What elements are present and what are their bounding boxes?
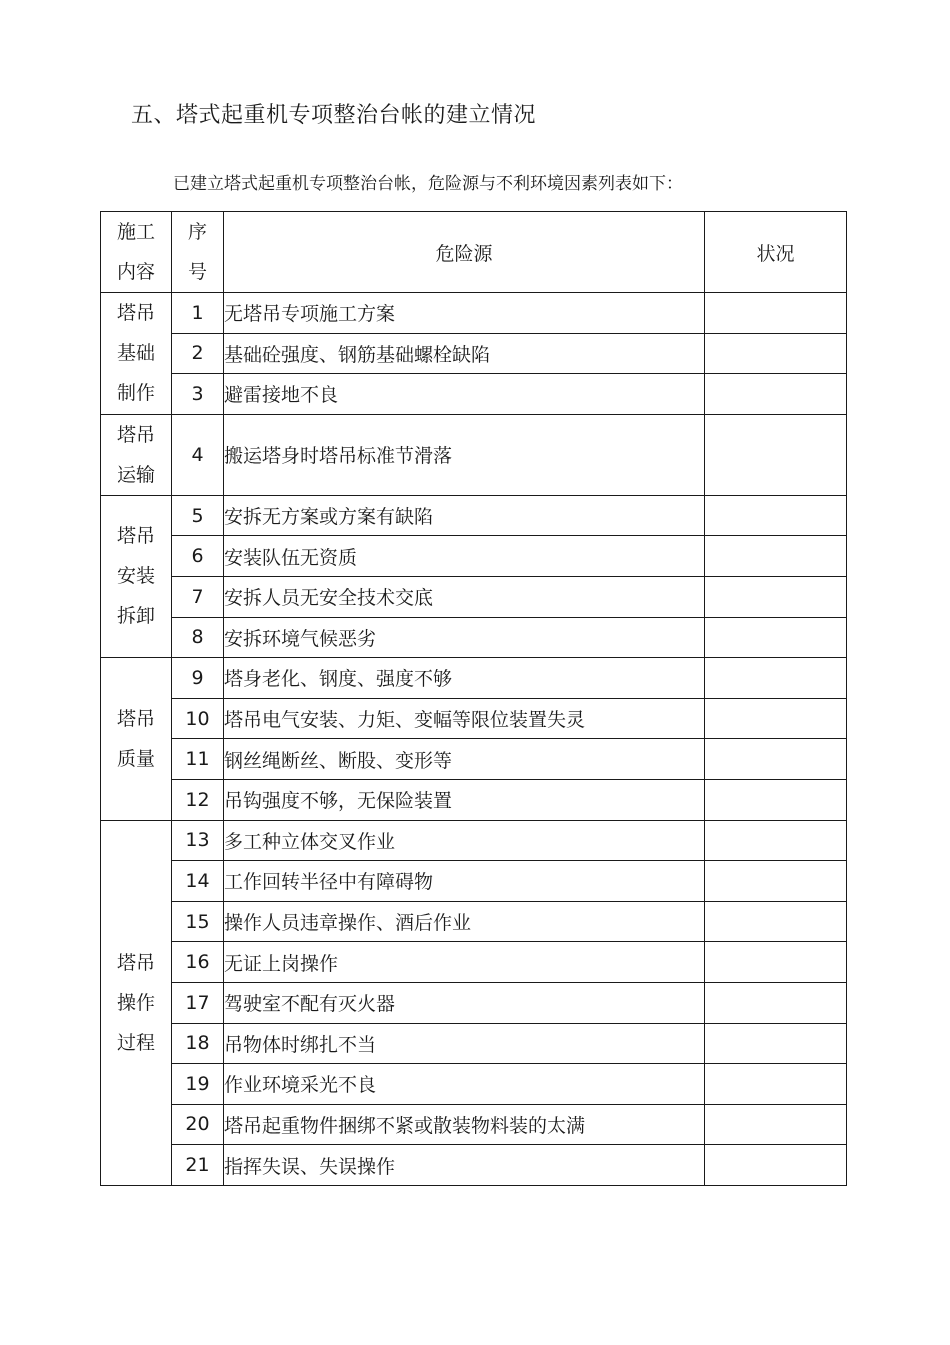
status-cell: [705, 698, 847, 739]
table-body: [101, 293, 847, 1186]
table-row: [101, 1145, 847, 1186]
row-number: 2: [172, 333, 224, 374]
hazard-cell: 吊钩强度不够，无保险装置: [224, 779, 705, 820]
header-hazard: 危险源: [224, 212, 705, 293]
hazard-cell: 作业环境采光不良: [224, 1064, 705, 1105]
header-work-content: [101, 212, 172, 293]
status-cell: [705, 739, 847, 780]
status-cell: [705, 333, 847, 374]
row-number: 11: [172, 739, 224, 780]
table-row: [101, 901, 847, 942]
status-cell: [705, 861, 847, 902]
table-row: [101, 1064, 847, 1105]
hazard-cell: 塔吊起重物件捆绑不紧或散装物料装的太满: [224, 1104, 705, 1145]
status-cell: [705, 982, 847, 1023]
row-number: 12: [172, 779, 224, 820]
row-number: 4: [172, 414, 224, 495]
table-row: [101, 617, 847, 658]
hazard-cell: 塔身老化、钢度、强度不够: [224, 658, 705, 699]
row-number: 8: [172, 617, 224, 658]
hazard-cell: 避雷接地不良: [224, 374, 705, 415]
work-content-cell: [101, 293, 172, 415]
hazard-cell: 安拆无方案或方案有缺陷: [224, 495, 705, 536]
table-row: [101, 1104, 847, 1145]
work-content-line: 塔吊: [116, 302, 155, 325]
header-number-line: 号: [187, 261, 207, 283]
hazard-cell: 多工种立体交叉作业: [224, 820, 705, 861]
hazard-cell: 搬运塔身时塔吊标准节滑落: [224, 414, 705, 495]
hazard-cell: 安拆人员无安全技术交底: [224, 576, 705, 617]
status-cell: [705, 536, 847, 577]
hazard-cell: 钢丝绳断丝、断股、变形等: [224, 739, 705, 780]
work-content-cell: [101, 820, 172, 1185]
work-content-line: 操作: [116, 991, 155, 1014]
table-row: [101, 942, 847, 983]
row-number: 18: [172, 1023, 224, 1064]
table-row: [101, 1023, 847, 1064]
row-number: 1: [172, 293, 224, 334]
row-number: 5: [172, 495, 224, 536]
row-number: 13: [172, 820, 224, 861]
row-number: 21: [172, 1145, 224, 1186]
hazard-cell: 指挥失误、失误操作: [224, 1145, 705, 1186]
table-row: [101, 536, 847, 577]
work-content-line: 过程: [116, 1031, 155, 1054]
table-row: [101, 982, 847, 1023]
header-number-line: 序: [187, 221, 207, 243]
work-content-line: 拆卸: [116, 605, 155, 628]
table-row: [101, 414, 847, 495]
status-cell: [705, 1145, 847, 1186]
status-cell: [705, 1023, 847, 1064]
row-number: 19: [172, 1064, 224, 1105]
work-content-line: 塔吊: [116, 423, 155, 446]
work-content-cell: [101, 495, 172, 657]
work-content-line: 基础: [116, 342, 155, 365]
status-cell: [705, 658, 847, 699]
hazard-cell: 吊物体时绑扎不当: [224, 1023, 705, 1064]
hazard-cell: 基础砼强度、钢筋基础螺栓缺陷: [224, 333, 705, 374]
work-content-line: 塔吊: [116, 525, 155, 548]
table-row: [101, 576, 847, 617]
status-cell: [705, 1104, 847, 1145]
table-row: [101, 333, 847, 374]
table-row: [101, 820, 847, 861]
status-cell: [705, 779, 847, 820]
row-number: 20: [172, 1104, 224, 1145]
intro-paragraph: 已建立塔式起重机专项整治台帐，危险源与不利环境因素列表如下：: [173, 174, 683, 194]
table-row: [101, 861, 847, 902]
work-content-line: 安装: [116, 565, 155, 588]
table-row: [101, 698, 847, 739]
table-row: [101, 739, 847, 780]
header-status: 状况: [705, 212, 847, 293]
hazard-cell: 无证上岗操作: [224, 942, 705, 983]
status-cell: [705, 1064, 847, 1105]
row-number: 14: [172, 861, 224, 902]
status-cell: [705, 820, 847, 861]
work-content-cell: [101, 658, 172, 820]
section-heading: 五、塔式起重机专项整治台帐的建立情况: [131, 103, 537, 128]
work-content-cell: [101, 414, 172, 495]
status-cell: [705, 293, 847, 334]
status-cell: [705, 942, 847, 983]
row-number: 6: [172, 536, 224, 577]
table-row: [101, 293, 847, 334]
row-number: 16: [172, 942, 224, 983]
hazard-cell: 塔吊电气安装、力矩、变幅等限位装置失灵: [224, 698, 705, 739]
hazard-cell: 安拆环境气候恶劣: [224, 617, 705, 658]
status-cell: [705, 576, 847, 617]
status-cell: [705, 901, 847, 942]
header-work-content-line: 内容: [116, 261, 155, 283]
table-row: [101, 495, 847, 536]
hazard-cell: 驾驶室不配有灭火器: [224, 982, 705, 1023]
work-content-line: 塔吊: [116, 707, 155, 730]
hazard-table: [100, 211, 847, 1186]
hazard-cell: 无塔吊专项施工方案: [224, 293, 705, 334]
row-number: 3: [172, 374, 224, 415]
row-number: 9: [172, 658, 224, 699]
work-content-line: 质量: [116, 747, 155, 770]
status-cell: [705, 495, 847, 536]
header-number: [172, 212, 224, 293]
row-number: 10: [172, 698, 224, 739]
status-cell: [705, 414, 847, 495]
table-header-row: [101, 212, 847, 293]
row-number: 15: [172, 901, 224, 942]
hazard-cell: 工作回转半径中有障碍物: [224, 861, 705, 902]
work-content-line: 制作: [116, 382, 155, 405]
status-cell: [705, 617, 847, 658]
work-content-line: 运输: [116, 463, 155, 486]
row-number: 17: [172, 982, 224, 1023]
row-number: 7: [172, 576, 224, 617]
hazard-cell: 操作人员违章操作、酒后作业: [224, 901, 705, 942]
table-row: [101, 779, 847, 820]
header-work-content-line: 施工: [116, 221, 155, 243]
work-content-line: 塔吊: [116, 951, 155, 974]
table-row: [101, 374, 847, 415]
table-row: [101, 658, 847, 699]
status-cell: [705, 374, 847, 415]
hazard-cell: 安装队伍无资质: [224, 536, 705, 577]
